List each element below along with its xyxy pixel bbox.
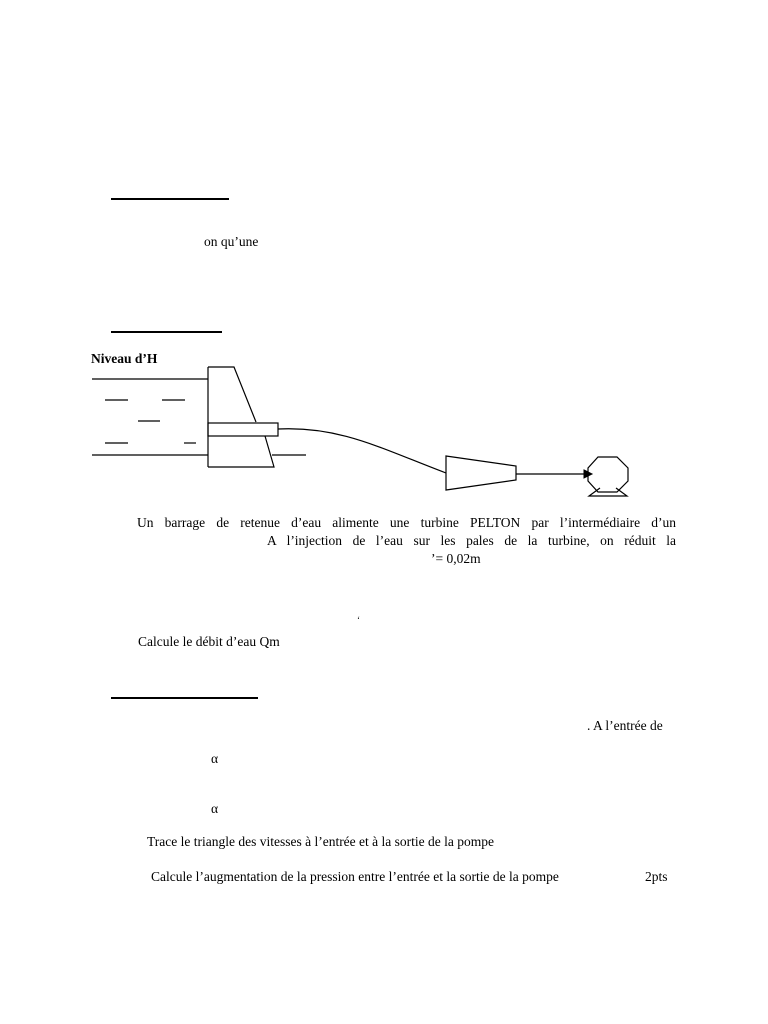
section-3-fragment-right: . A l’entrée de bbox=[587, 718, 663, 733]
small-quote-mark: ‘ bbox=[357, 615, 360, 625]
alpha-symbol-inlet: α bbox=[211, 751, 219, 766]
problem-paragraph-line-2: A l’injection de l’eau sur les pales de la turbine, on réduit la bbox=[267, 533, 676, 548]
section-1-text-fragment: on qu’une bbox=[204, 234, 259, 249]
diagram-water-level-label: Niveau d’H bbox=[91, 351, 158, 366]
injector-nozzle bbox=[446, 456, 516, 490]
problem-paragraph-line-3: ’= 0,02m bbox=[431, 551, 481, 566]
pelton-turbine bbox=[588, 457, 628, 492]
alpha-symbol-outlet: α bbox=[211, 801, 219, 816]
question-velocity-triangle: Trace le triangle des vitesses à l’entrée et à la sortie de la pompe bbox=[147, 834, 494, 849]
question-points: 2pts bbox=[645, 869, 668, 884]
question-pressure-increase: Calcule l’augmentation de la pression entre l’entrée et la sortie de la pompe bbox=[151, 869, 559, 884]
section-3-heading-underline bbox=[111, 697, 258, 699]
penstock-pipe bbox=[208, 423, 278, 436]
conduit-curve bbox=[278, 429, 446, 473]
dam-wall bbox=[208, 367, 256, 422]
question-flow-rate: Calcule le débit d’eau Qm bbox=[138, 634, 280, 649]
dam-base bbox=[208, 436, 274, 467]
problem-paragraph-line-1: Un barrage de retenue d’eau alimente une turbine PELTON par l’intermédiaire d’un bbox=[137, 515, 676, 530]
